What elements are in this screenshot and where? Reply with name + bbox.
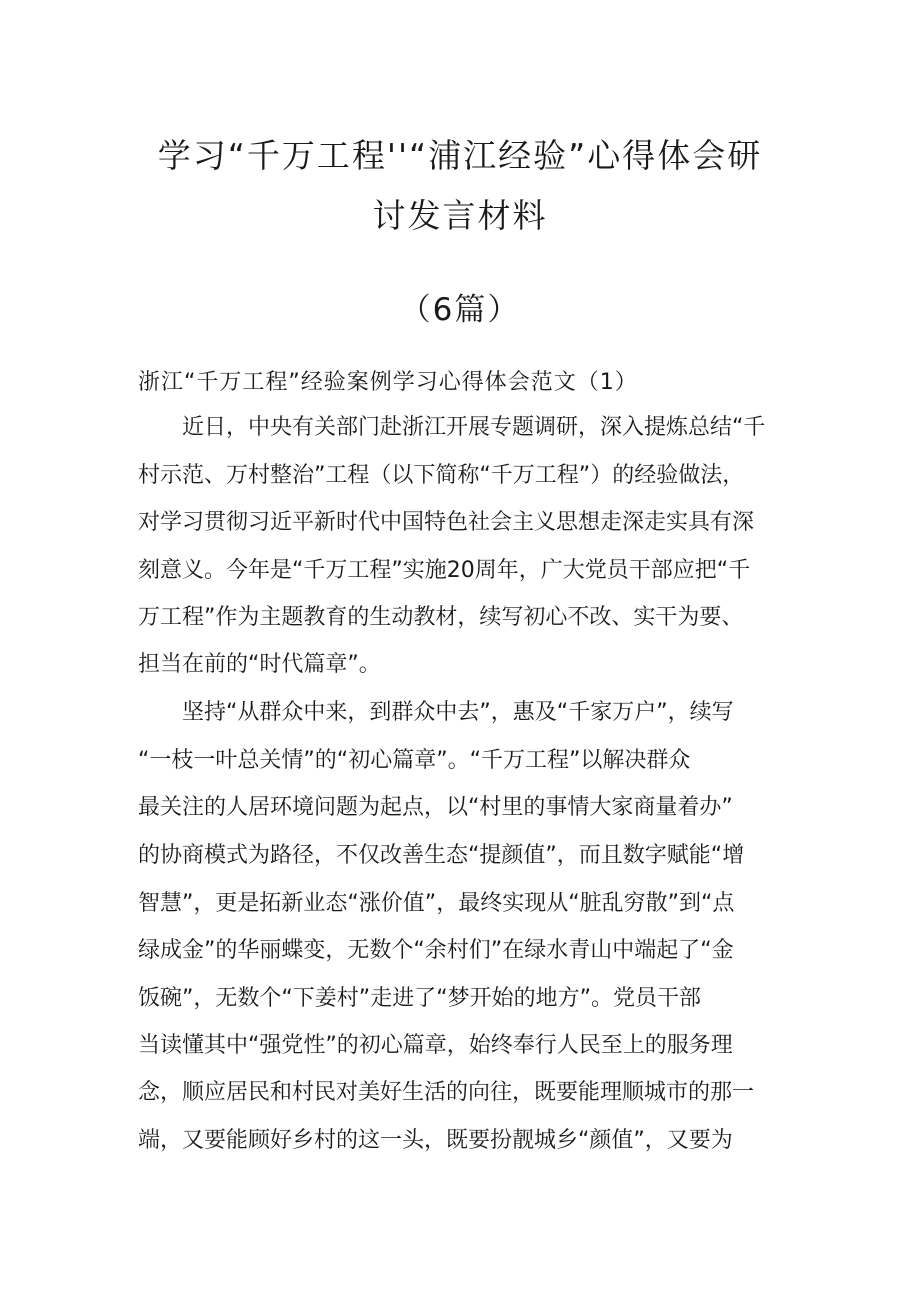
paragraph-1-line-2: 村示范、万村整治”工程（以下简称“千万工程”）的经验做法， bbox=[138, 463, 745, 488]
paragraph-2-line-1: 坚持“从群众中来，到群众中去”，惠及“千家万户”，续写 bbox=[182, 700, 734, 725]
paragraph-2-line-5: 智慧”，更是拓新业态“涨价值”，最终实现从“脏乱穷散”到“点 bbox=[138, 891, 735, 916]
paragraph-1-line-4: 刻意义。今年是“千万工程”实施20周年，广大党员干部应把“千 bbox=[138, 558, 751, 583]
paragraph-1-line-5: 万工程”作为主题教育的生动教材，续写初心不改、实干为要、 bbox=[138, 605, 744, 630]
paragraph-2-line-2: “一枝一叶总关情”的“初心篇章”。“千万工程”以解决群众 bbox=[138, 748, 691, 773]
paragraph-1-line-6: 担当在前的“时代篇章”。 bbox=[138, 652, 381, 677]
section-heading: 浙江“千万工程”经验案例学习心得体会范文（1） bbox=[138, 370, 638, 395]
paragraph-2-line-7: 饭碗”，无数个“下姜村”走进了“梦开始的地方”。党员干部 bbox=[138, 986, 701, 1011]
paragraph-2-line-3: 最关注的人居环境问题为起点，以“村里的事情大家商量着办” bbox=[138, 795, 733, 820]
paragraph-2-line-10: 端，又要能顾好乡村的这一头，既要扮靓城乡“颜值”，又要为 bbox=[138, 1128, 733, 1153]
paragraph-2-line-8: 当读懂其中“强党性”的初心篇章，始终奉行人民至上的服务理 bbox=[138, 1033, 733, 1058]
paragraph-1-line-3: 对学习贯彻习近平新时代中国特色社会主义思想走深走实具有深 bbox=[138, 510, 755, 535]
paragraph-2-line-4: 的协商模式为路径，不仅改善生态“提颜值”，而且数字赋能“增 bbox=[138, 843, 745, 868]
paragraph-2-line-9: 念，顺应居民和村民对美好生活的向往，既要能理顺城市的那一 bbox=[138, 1080, 755, 1105]
document-title-line-1: 学习“千万工程''“浦江经验”心得体会研 bbox=[157, 136, 763, 175]
paragraph-2-line-6: 绿成金”的华丽蝶变，无数个“余村们”在绿水青山中端起了“金 bbox=[138, 938, 734, 963]
document-title-line-2: 讨发言材料 bbox=[372, 196, 548, 235]
paragraph-1-line-1: 近日，中央有关部门赴浙江开展专题调研，深入提炼总结“千 bbox=[182, 415, 766, 440]
document-subtitle: （6篇） bbox=[399, 292, 521, 328]
